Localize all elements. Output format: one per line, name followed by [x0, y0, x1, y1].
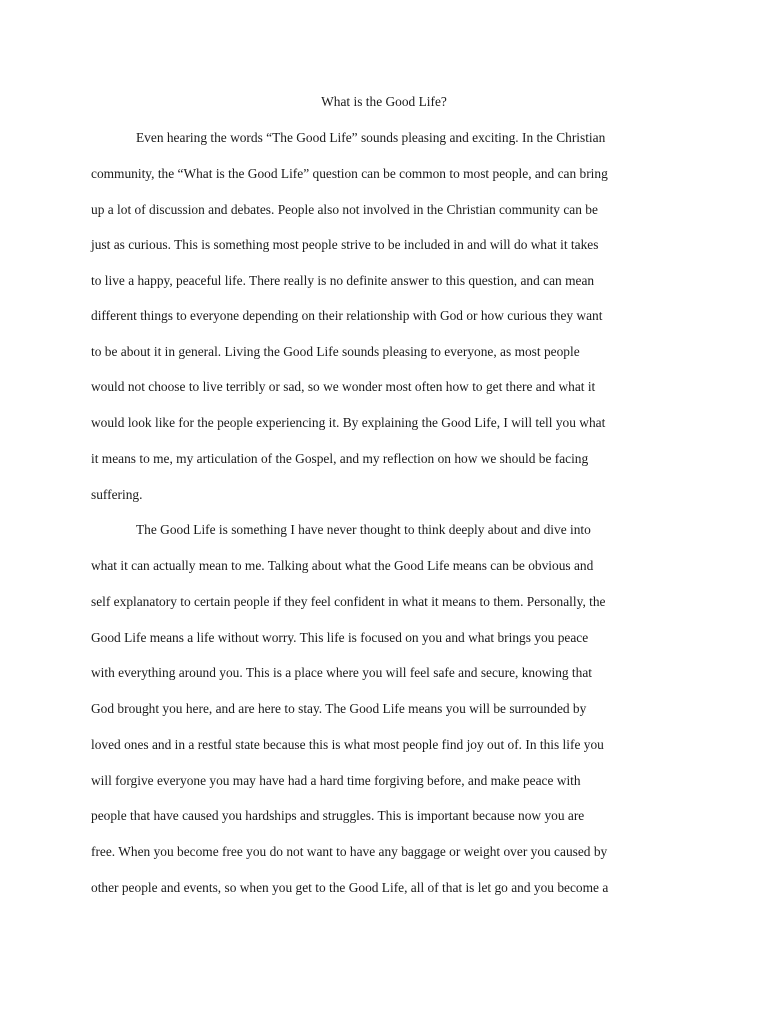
paragraph-line: community, the “What is the Good Life” question can be common to most people, and can bring [91, 166, 608, 181]
paragraph-line: self explanatory to certain people if they feel confident in what it means to them. Personally, the [91, 594, 606, 609]
page-title: What is the Good Life? [321, 94, 447, 109]
paragraph-line: with everything around you. This is a place where you will feel safe and secure, knowing that [91, 665, 593, 680]
paragraph-line: different things to everyone depending on their relationship with God or how curious they want [91, 308, 603, 323]
paragraph-line: The Good Life is something I have never thought to think deeply about and dive into [136, 522, 591, 537]
paragraph-line: God brought you here, and are here to stay. The Good Life means you will be surrounded by [91, 701, 587, 716]
paragraph-line: free. When you become free you do not want to have any baggage or weight over you caused by [91, 844, 608, 859]
paragraph-line: suffering. [91, 487, 143, 502]
paragraph-line: Good Life means a life without worry. This life is focused on you and what brings you peace [91, 630, 589, 645]
paragraph-line: people that have caused you hardships and struggles. This is important because now you are [91, 808, 585, 823]
paragraph-line: up a lot of discussion and debates. People also not involved in the Christian community can be [91, 202, 598, 217]
paragraph-line: will forgive everyone you may have had a hard time forgiving before, and make peace with [91, 773, 581, 788]
paragraph-line: loved ones and in a restful state because this is what most people find joy out of. In this life you [91, 737, 604, 752]
paragraph-line: Even hearing the words “The Good Life” sounds pleasing and exciting. In the Christian [136, 130, 606, 145]
paragraph-line: just as curious. This is something most people strive to be included in and will do what it takes [91, 237, 599, 252]
paragraph-line: would look like for the people experiencing it. By explaining the Good Life, I will tell you what [91, 415, 606, 430]
paragraph-line: what it can actually mean to me. Talking about what the Good Life means can be obvious and [91, 558, 594, 573]
paragraph-line: it means to me, my articulation of the Gospel, and my reflection on how we should be facing [91, 451, 589, 466]
paragraph-line: would not choose to live terribly or sad, so we wonder most often how to get there and what it [91, 379, 596, 394]
paragraph-line: to be about it in general. Living the Good Life sounds pleasing to everyone, as most people [91, 344, 580, 359]
paragraph-line: to live a happy, peaceful life. There really is no definite answer to this question, and can mean [91, 273, 595, 288]
paragraph-line: other people and events, so when you get to the Good Life, all of that is let go and you become a [91, 880, 609, 895]
